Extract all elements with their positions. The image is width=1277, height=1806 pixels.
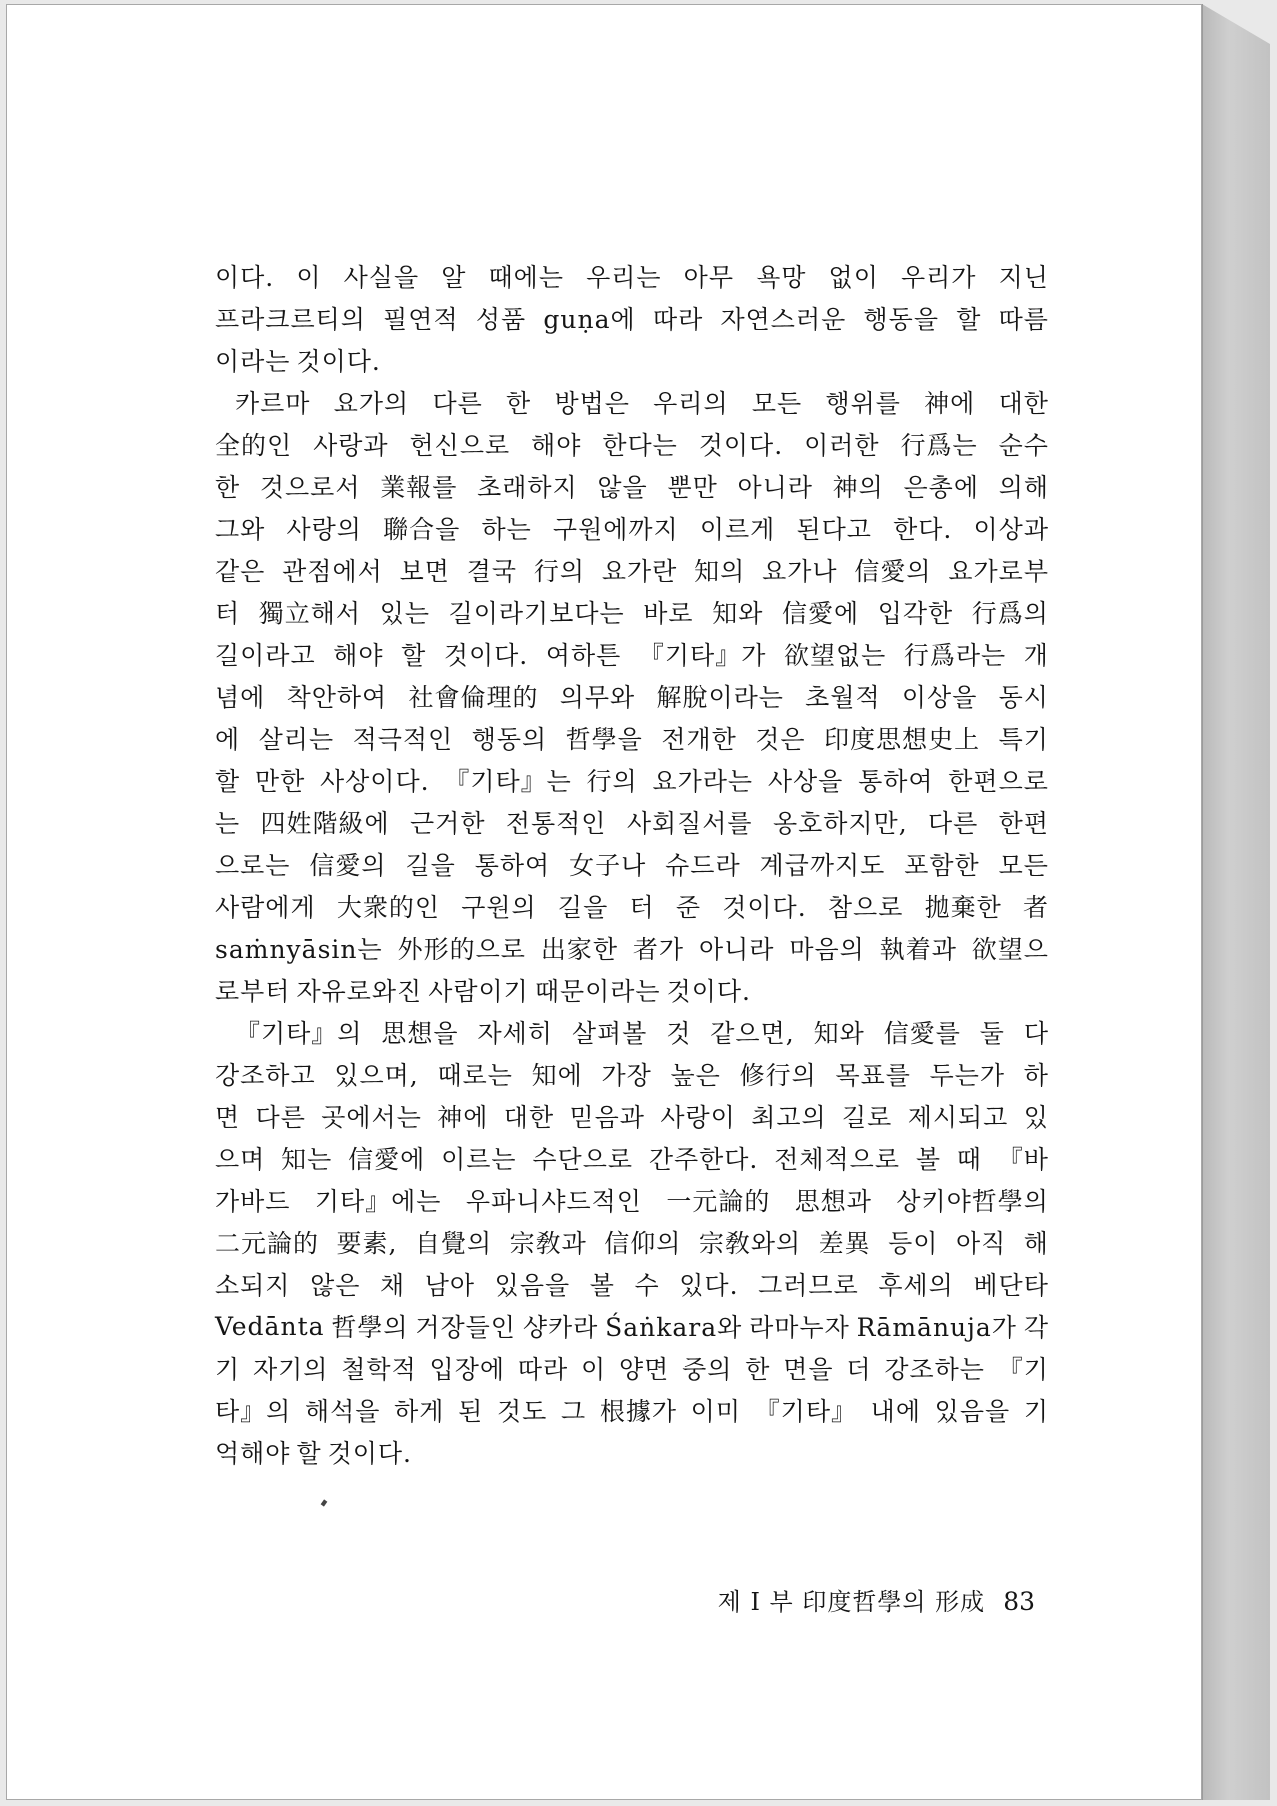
- text-line: 二元論的 要素, 自覺의 宗敎과 信仰의 宗敎와의 差異 등이 아직 해: [215, 1229, 1049, 1258]
- text-line: 소되지 않은 채 남아 있음을 볼 수 있다. 그러므로 후세의 베단타: [215, 1271, 1049, 1300]
- page-edge-line: [1202, 4, 1203, 1800]
- text-line: 全的인 사랑과 헌신으로 해야 한다는 것이다. 이러한 行爲는 순수: [215, 431, 1049, 460]
- text-line: Vedānta 哲學의 거장들인 샹카라 Śaṅkara와 라마누자 Rāmānuja가 각: [215, 1311, 1049, 1342]
- text-line: 사람에게 大衆的인 구원의 길을 터 준 것이다. 참으로 拋棄한 者: [215, 893, 1049, 922]
- text-line: 로부터 자유로와진 사람이기 때문이라는 것이다.: [215, 977, 751, 1006]
- text-line: 이라는 것이다.: [215, 347, 381, 376]
- text-line: 에 살리는 적극적인 행동의 哲學을 전개한 것은 印度思想史上 특기: [215, 725, 1049, 754]
- text-line: saṁnyāsin는 外形的으로 出家한 者가 아니라 마음의 執着과 欲望으: [215, 935, 1049, 964]
- text-line: 같은 관점에서 보면 결국 行의 요가란 知의 요가나 信愛의 요가로부: [215, 557, 1049, 586]
- text-line: 할 만한 사상이다. 『기타』는 行의 요가라는 사상을 통하여 한편으로: [215, 767, 1049, 796]
- text-line: 는 四姓階級에 근거한 전통적인 사회질서를 옹호하지만, 다른 한편: [215, 809, 1049, 838]
- text-line: 프라크르티의 필연적 성품 guṇa에 따라 자연스러운 행동을 할 따름: [215, 305, 1049, 334]
- text-line: 가바드 기타』에는 우파니샤드적인 一元論的 思想과 상키야哲學의: [215, 1187, 1049, 1216]
- body-text: [215, 255, 1049, 1473]
- running-head: 제 I 부 印度哲學의 形成: [717, 1588, 986, 1616]
- text-line: 길이라고 해야 할 것이다. 여하튼 『기타』가 欲望없는 行爲라는 개: [215, 641, 1049, 670]
- page-number: 83: [1003, 1587, 1035, 1616]
- text-line: 터 獨立해서 있는 길이라기보다는 바로 知와 信愛에 입각한 行爲의: [215, 599, 1049, 628]
- text-line: 으며 知는 信愛에 이르는 수단으로 간주한다. 전체적으로 볼 때 『바: [215, 1145, 1049, 1174]
- text-line: 기 자기의 철학적 입장에 따라 이 양면 중의 한 면을 더 강조하는 『기: [215, 1355, 1049, 1384]
- text-line: 강조하고 있으며, 때로는 知에 가장 높은 修行의 목표를 두는가 하: [215, 1061, 1049, 1090]
- page-stack-edge: [1202, 4, 1270, 1800]
- text-line: 『기타』의 思想을 자세히 살펴볼 것 같으면, 知와 信愛를 둘 다: [235, 1019, 1049, 1048]
- text-line: 으로는 信愛의 길을 통하여 女子나 슈드라 계급까지도 포함한 모든: [215, 851, 1049, 880]
- text-line: 한 것으로서 業報를 초래하지 않을 뿐만 아니라 神의 은총에 의해: [215, 473, 1049, 502]
- text-line: 면 다른 곳에서는 神에 대한 믿음과 사랑이 최고의 길로 제시되고 있: [215, 1103, 1049, 1132]
- page-footer: [715, 1582, 1035, 1617]
- text-line: 그와 사랑의 聯合을 하는 구원에까지 이르게 된다고 한다. 이상과: [215, 515, 1049, 544]
- text-line: 타』의 해석을 하게 된 것도 그 根據가 이미 『기타』 내에 있음을 기: [215, 1397, 1049, 1426]
- text-line: 억해야 할 것이다.: [215, 1439, 413, 1468]
- text-line: 이다. 이 사실을 알 때에는 우리는 아무 욕망 없이 우리가 지닌: [215, 263, 1049, 292]
- text-line: 카르마 요가의 다른 한 방법은 우리의 모든 행위를 神에 대한: [235, 389, 1049, 418]
- text-line: 념에 착안하여 社會倫理的 의무와 解脫이라는 초월적 이상을 동시: [215, 683, 1049, 712]
